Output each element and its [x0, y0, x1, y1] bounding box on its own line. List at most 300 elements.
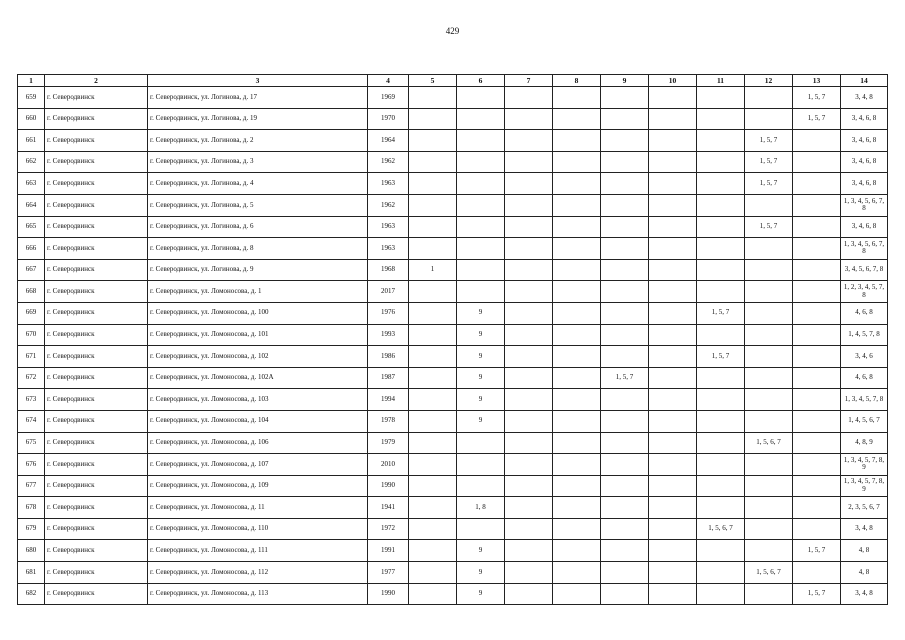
col7-cell — [505, 238, 553, 260]
city-cell: г. Северодвинск — [45, 346, 148, 368]
col6-cell — [457, 130, 505, 152]
address-cell: г. Северодвинск, ул. Логинова, д. 6 — [148, 216, 368, 238]
col10-cell — [649, 497, 697, 519]
col5-cell — [409, 497, 457, 519]
col13-cell — [793, 324, 841, 346]
city-cell: г. Северодвинск — [45, 130, 148, 152]
table-row — [18, 540, 888, 562]
column-header-5: 5 — [409, 75, 457, 87]
col10-cell — [649, 216, 697, 238]
col5-cell — [409, 151, 457, 173]
col13-cell: 1, 5, 7 — [793, 540, 841, 562]
address-cell: г. Северодвинск, ул. Ломоносова, д. 106 — [148, 432, 368, 454]
column-header-11: 11 — [697, 75, 745, 87]
header-row — [18, 75, 888, 87]
row-number: 662 — [18, 151, 45, 173]
col10-cell — [649, 259, 697, 281]
col10-cell — [649, 151, 697, 173]
col12-cell — [745, 475, 793, 497]
address-cell: г. Северодвинск, ул. Ломоносова, д. 113 — [148, 583, 368, 605]
row-number: 670 — [18, 324, 45, 346]
year-cell: 1978 — [368, 410, 409, 432]
col10-cell — [649, 367, 697, 389]
year-cell: 1993 — [368, 324, 409, 346]
col11-cell — [697, 238, 745, 260]
col10-cell — [649, 475, 697, 497]
col8-cell — [553, 151, 601, 173]
column-header-4: 4 — [368, 75, 409, 87]
col14-cell: 3, 4, 6, 8 — [841, 108, 888, 130]
year-cell: 1994 — [368, 389, 409, 411]
col6-cell — [457, 194, 505, 216]
table-row — [18, 238, 888, 260]
row-number: 676 — [18, 454, 45, 476]
col13-cell — [793, 173, 841, 195]
col10-cell — [649, 108, 697, 130]
col10-cell — [649, 389, 697, 411]
col13-cell — [793, 130, 841, 152]
col8-cell — [553, 454, 601, 476]
col14-cell: 3, 4, 6 — [841, 346, 888, 368]
col7-cell — [505, 259, 553, 281]
year-cell: 1990 — [368, 583, 409, 605]
col11-cell — [697, 367, 745, 389]
table-row — [18, 87, 888, 109]
col14-cell: 4, 8 — [841, 562, 888, 584]
col9-cell — [601, 130, 649, 152]
col7-cell — [505, 540, 553, 562]
col7-cell — [505, 497, 553, 519]
col9-cell — [601, 410, 649, 432]
year-cell: 1963 — [368, 173, 409, 195]
column-header-10: 10 — [649, 75, 697, 87]
row-number: 663 — [18, 173, 45, 195]
city-cell: г. Северодвинск — [45, 497, 148, 519]
column-header-7: 7 — [505, 75, 553, 87]
city-cell: г. Северодвинск — [45, 108, 148, 130]
row-number: 679 — [18, 518, 45, 540]
col14-cell: 1, 2, 3, 4, 5, 7, 8 — [841, 281, 888, 303]
col8-cell — [553, 367, 601, 389]
col11-cell: 1, 5, 7 — [697, 302, 745, 324]
col7-cell — [505, 389, 553, 411]
col8-cell — [553, 432, 601, 454]
col6-cell — [457, 518, 505, 540]
col12-cell — [745, 302, 793, 324]
address-cell: г. Северодвинск, ул. Логинова, д. 2 — [148, 130, 368, 152]
col9-cell — [601, 259, 649, 281]
row-number: 661 — [18, 130, 45, 152]
col10-cell — [649, 130, 697, 152]
col11-cell — [697, 194, 745, 216]
col12-cell — [745, 108, 793, 130]
address-cell: г. Северодвинск, ул. Ломоносова, д. 102А — [148, 367, 368, 389]
address-cell: г. Северодвинск, ул. Ломоносова, д. 11 — [148, 497, 368, 519]
col6-cell: 9 — [457, 367, 505, 389]
col14-cell: 4, 8, 9 — [841, 432, 888, 454]
col14-cell: 1, 3, 4, 5, 6, 7, 8 — [841, 238, 888, 260]
table-row — [18, 194, 888, 216]
col12-cell: 1, 5, 7 — [745, 216, 793, 238]
col12-cell — [745, 346, 793, 368]
year-cell: 1962 — [368, 151, 409, 173]
year-cell: 1970 — [368, 108, 409, 130]
col13-cell — [793, 194, 841, 216]
col9-cell — [601, 518, 649, 540]
col11-cell — [697, 432, 745, 454]
col9-cell — [601, 540, 649, 562]
col6-cell: 9 — [457, 583, 505, 605]
column-header-13: 13 — [793, 75, 841, 87]
col5-cell — [409, 302, 457, 324]
col7-cell — [505, 432, 553, 454]
col8-cell — [553, 583, 601, 605]
column-header-12: 12 — [745, 75, 793, 87]
col11-cell — [697, 108, 745, 130]
col14-cell: 1, 3, 4, 5, 7, 8 — [841, 389, 888, 411]
table-row — [18, 497, 888, 519]
col12-cell — [745, 238, 793, 260]
col6-cell: 9 — [457, 302, 505, 324]
col7-cell — [505, 367, 553, 389]
col8-cell — [553, 562, 601, 584]
col11-cell — [697, 151, 745, 173]
col8-cell — [553, 324, 601, 346]
address-cell: г. Северодвинск, ул. Логинова, д. 9 — [148, 259, 368, 281]
column-header-14: 14 — [841, 75, 888, 87]
address-cell: г. Северодвинск, ул. Ломоносова, д. 100 — [148, 302, 368, 324]
col5-cell — [409, 108, 457, 130]
year-cell: 1991 — [368, 540, 409, 562]
col11-cell — [697, 497, 745, 519]
col7-cell — [505, 108, 553, 130]
year-cell: 1962 — [368, 194, 409, 216]
col11-cell — [697, 173, 745, 195]
address-cell: г. Северодвинск, ул. Логинова, д. 5 — [148, 194, 368, 216]
row-number: 660 — [18, 108, 45, 130]
address-cell: г. Северодвинск, ул. Ломоносова, д. 111 — [148, 540, 368, 562]
col13-cell — [793, 410, 841, 432]
col8-cell — [553, 87, 601, 109]
col6-cell: 9 — [457, 346, 505, 368]
col7-cell — [505, 151, 553, 173]
row-number: 669 — [18, 302, 45, 324]
col8-cell — [553, 194, 601, 216]
col5-cell: 1 — [409, 259, 457, 281]
column-header-6: 6 — [457, 75, 505, 87]
table-row — [18, 518, 888, 540]
row-number: 667 — [18, 259, 45, 281]
column-header-1: 1 — [18, 75, 45, 87]
col13-cell — [793, 346, 841, 368]
year-cell: 2010 — [368, 454, 409, 476]
col12-cell — [745, 281, 793, 303]
col13-cell — [793, 497, 841, 519]
col5-cell — [409, 324, 457, 346]
col6-cell — [457, 151, 505, 173]
col12-cell — [745, 389, 793, 411]
col11-cell — [697, 216, 745, 238]
col5-cell — [409, 562, 457, 584]
table-body — [18, 87, 888, 605]
col5-cell — [409, 518, 457, 540]
row-number: 668 — [18, 281, 45, 303]
housing-registry-table — [17, 74, 888, 605]
col6-cell — [457, 87, 505, 109]
row-number: 666 — [18, 238, 45, 260]
col14-cell: 1, 3, 4, 5, 6, 7, 8 — [841, 194, 888, 216]
col9-cell — [601, 475, 649, 497]
city-cell: г. Северодвинск — [45, 151, 148, 173]
col8-cell — [553, 518, 601, 540]
table-row — [18, 432, 888, 454]
col6-cell: 9 — [457, 562, 505, 584]
col9-cell — [601, 583, 649, 605]
page-number: 429 — [445, 26, 460, 36]
row-number: 680 — [18, 540, 45, 562]
col13-cell: 1, 5, 7 — [793, 583, 841, 605]
col13-cell: 1, 5, 7 — [793, 108, 841, 130]
table-row — [18, 367, 888, 389]
col14-cell: 3, 4, 8 — [841, 518, 888, 540]
col13-cell — [793, 151, 841, 173]
city-cell: г. Северодвинск — [45, 454, 148, 476]
table-row — [18, 216, 888, 238]
col13-cell — [793, 475, 841, 497]
col5-cell — [409, 367, 457, 389]
col12-cell — [745, 194, 793, 216]
col12-cell: 1, 5, 7 — [745, 151, 793, 173]
year-cell: 1968 — [368, 259, 409, 281]
col10-cell — [649, 562, 697, 584]
year-cell: 1986 — [368, 346, 409, 368]
table-row — [18, 324, 888, 346]
col10-cell — [649, 324, 697, 346]
col6-cell — [457, 432, 505, 454]
col10-cell — [649, 518, 697, 540]
col12-cell — [745, 410, 793, 432]
col6-cell: 9 — [457, 324, 505, 346]
col9-cell — [601, 562, 649, 584]
city-cell: г. Северодвинск — [45, 583, 148, 605]
col8-cell — [553, 238, 601, 260]
col6-cell — [457, 216, 505, 238]
address-cell: г. Северодвинск, ул. Ломоносова, д. 102 — [148, 346, 368, 368]
col10-cell — [649, 346, 697, 368]
col11-cell — [697, 259, 745, 281]
col7-cell — [505, 216, 553, 238]
table-row — [18, 389, 888, 411]
col5-cell — [409, 410, 457, 432]
col14-cell: 1, 4, 5, 7, 8 — [841, 324, 888, 346]
year-cell: 1963 — [368, 238, 409, 260]
address-cell: г. Северодвинск, ул. Ломоносова, д. 104 — [148, 410, 368, 432]
col6-cell: 1, 8 — [457, 497, 505, 519]
col12-cell — [745, 367, 793, 389]
row-number: 674 — [18, 410, 45, 432]
row-number: 675 — [18, 432, 45, 454]
city-cell: г. Северодвинск — [45, 518, 148, 540]
col5-cell — [409, 130, 457, 152]
city-cell: г. Северодвинск — [45, 281, 148, 303]
col9-cell — [601, 151, 649, 173]
col12-cell — [745, 518, 793, 540]
col7-cell — [505, 173, 553, 195]
year-cell: 1964 — [368, 130, 409, 152]
col10-cell — [649, 87, 697, 109]
col7-cell — [505, 302, 553, 324]
col8-cell — [553, 475, 601, 497]
city-cell: г. Северодвинск — [45, 194, 148, 216]
col12-cell — [745, 497, 793, 519]
row-number: 673 — [18, 389, 45, 411]
col8-cell — [553, 281, 601, 303]
city-cell: г. Северодвинск — [45, 475, 148, 497]
col13-cell: 1, 5, 7 — [793, 87, 841, 109]
address-cell: г. Северодвинск, ул. Ломоносова, д. 109 — [148, 475, 368, 497]
city-cell: г. Северодвинск — [45, 87, 148, 109]
year-cell: 1969 — [368, 87, 409, 109]
col8-cell — [553, 540, 601, 562]
column-header-2: 2 — [45, 75, 148, 87]
row-number: 681 — [18, 562, 45, 584]
col14-cell: 3, 4, 8 — [841, 583, 888, 605]
col12-cell: 1, 5, 7 — [745, 173, 793, 195]
address-cell: г. Северодвинск, ул. Ломоносова, д. 1 — [148, 281, 368, 303]
col7-cell — [505, 87, 553, 109]
col13-cell — [793, 389, 841, 411]
table-row — [18, 302, 888, 324]
col7-cell — [505, 562, 553, 584]
col5-cell — [409, 216, 457, 238]
row-number: 665 — [18, 216, 45, 238]
year-cell: 1979 — [368, 432, 409, 454]
col14-cell: 4, 6, 8 — [841, 302, 888, 324]
col7-cell — [505, 583, 553, 605]
col9-cell — [601, 302, 649, 324]
address-cell: г. Северодвинск, ул. Ломоносова, д. 107 — [148, 454, 368, 476]
city-cell: г. Северодвинск — [45, 216, 148, 238]
table-row — [18, 562, 888, 584]
col5-cell — [409, 281, 457, 303]
col8-cell — [553, 173, 601, 195]
col8-cell — [553, 389, 601, 411]
col8-cell — [553, 410, 601, 432]
col10-cell — [649, 173, 697, 195]
col13-cell — [793, 454, 841, 476]
col9-cell — [601, 281, 649, 303]
col11-cell: 1, 5, 6, 7 — [697, 518, 745, 540]
col11-cell — [697, 324, 745, 346]
col5-cell — [409, 238, 457, 260]
col11-cell — [697, 475, 745, 497]
col10-cell — [649, 583, 697, 605]
col6-cell: 9 — [457, 389, 505, 411]
col8-cell — [553, 259, 601, 281]
col12-cell — [745, 454, 793, 476]
col11-cell — [697, 389, 745, 411]
table-row — [18, 454, 888, 476]
col6-cell: 9 — [457, 410, 505, 432]
col9-cell — [601, 389, 649, 411]
col8-cell — [553, 130, 601, 152]
col14-cell: 1, 3, 4, 5, 7, 8, 9 — [841, 454, 888, 476]
city-cell: г. Северодвинск — [45, 562, 148, 584]
col9-cell — [601, 216, 649, 238]
col12-cell: 1, 5, 6, 7 — [745, 562, 793, 584]
col10-cell — [649, 194, 697, 216]
col5-cell — [409, 173, 457, 195]
col9-cell — [601, 87, 649, 109]
col14-cell: 1, 4, 5, 6, 7 — [841, 410, 888, 432]
row-number: 664 — [18, 194, 45, 216]
col13-cell — [793, 238, 841, 260]
column-header-3: 3 — [148, 75, 368, 87]
address-cell: г. Северодвинск, ул. Логинова, д. 17 — [148, 87, 368, 109]
col6-cell — [457, 259, 505, 281]
col9-cell: 1, 5, 7 — [601, 367, 649, 389]
city-cell: г. Северодвинск — [45, 259, 148, 281]
table-row — [18, 259, 888, 281]
col10-cell — [649, 432, 697, 454]
col7-cell — [505, 346, 553, 368]
col13-cell — [793, 281, 841, 303]
address-cell: г. Северодвинск, ул. Логинова, д. 8 — [148, 238, 368, 260]
row-number: 678 — [18, 497, 45, 519]
col13-cell — [793, 562, 841, 584]
col5-cell — [409, 389, 457, 411]
col13-cell — [793, 367, 841, 389]
col9-cell — [601, 346, 649, 368]
address-cell: г. Северодвинск, ул. Логинова, д. 19 — [148, 108, 368, 130]
address-cell: г. Северодвинск, ул. Ломоносова, д. 101 — [148, 324, 368, 346]
col11-cell: 1, 5, 7 — [697, 346, 745, 368]
table-row — [18, 151, 888, 173]
col12-cell — [745, 540, 793, 562]
col9-cell — [601, 454, 649, 476]
col9-cell — [601, 238, 649, 260]
col13-cell — [793, 518, 841, 540]
col10-cell — [649, 302, 697, 324]
col8-cell — [553, 346, 601, 368]
col6-cell — [457, 238, 505, 260]
year-cell: 1987 — [368, 367, 409, 389]
row-number: 672 — [18, 367, 45, 389]
city-cell: г. Северодвинск — [45, 238, 148, 260]
col7-cell — [505, 130, 553, 152]
col11-cell — [697, 540, 745, 562]
col9-cell — [601, 173, 649, 195]
col6-cell — [457, 475, 505, 497]
table-row — [18, 583, 888, 605]
col6-cell — [457, 108, 505, 130]
col7-cell — [505, 194, 553, 216]
col14-cell: 3, 4, 6, 8 — [841, 151, 888, 173]
col5-cell — [409, 540, 457, 562]
col10-cell — [649, 410, 697, 432]
col10-cell — [649, 454, 697, 476]
col14-cell: 3, 4, 8 — [841, 87, 888, 109]
col7-cell — [505, 410, 553, 432]
table-row — [18, 130, 888, 152]
col11-cell — [697, 87, 745, 109]
city-cell: г. Северодвинск — [45, 324, 148, 346]
col9-cell — [601, 324, 649, 346]
col14-cell: 1, 3, 4, 5, 7, 8, 9 — [841, 475, 888, 497]
column-header-9: 9 — [601, 75, 649, 87]
col14-cell: 3, 4, 6, 8 — [841, 130, 888, 152]
year-cell: 1941 — [368, 497, 409, 519]
